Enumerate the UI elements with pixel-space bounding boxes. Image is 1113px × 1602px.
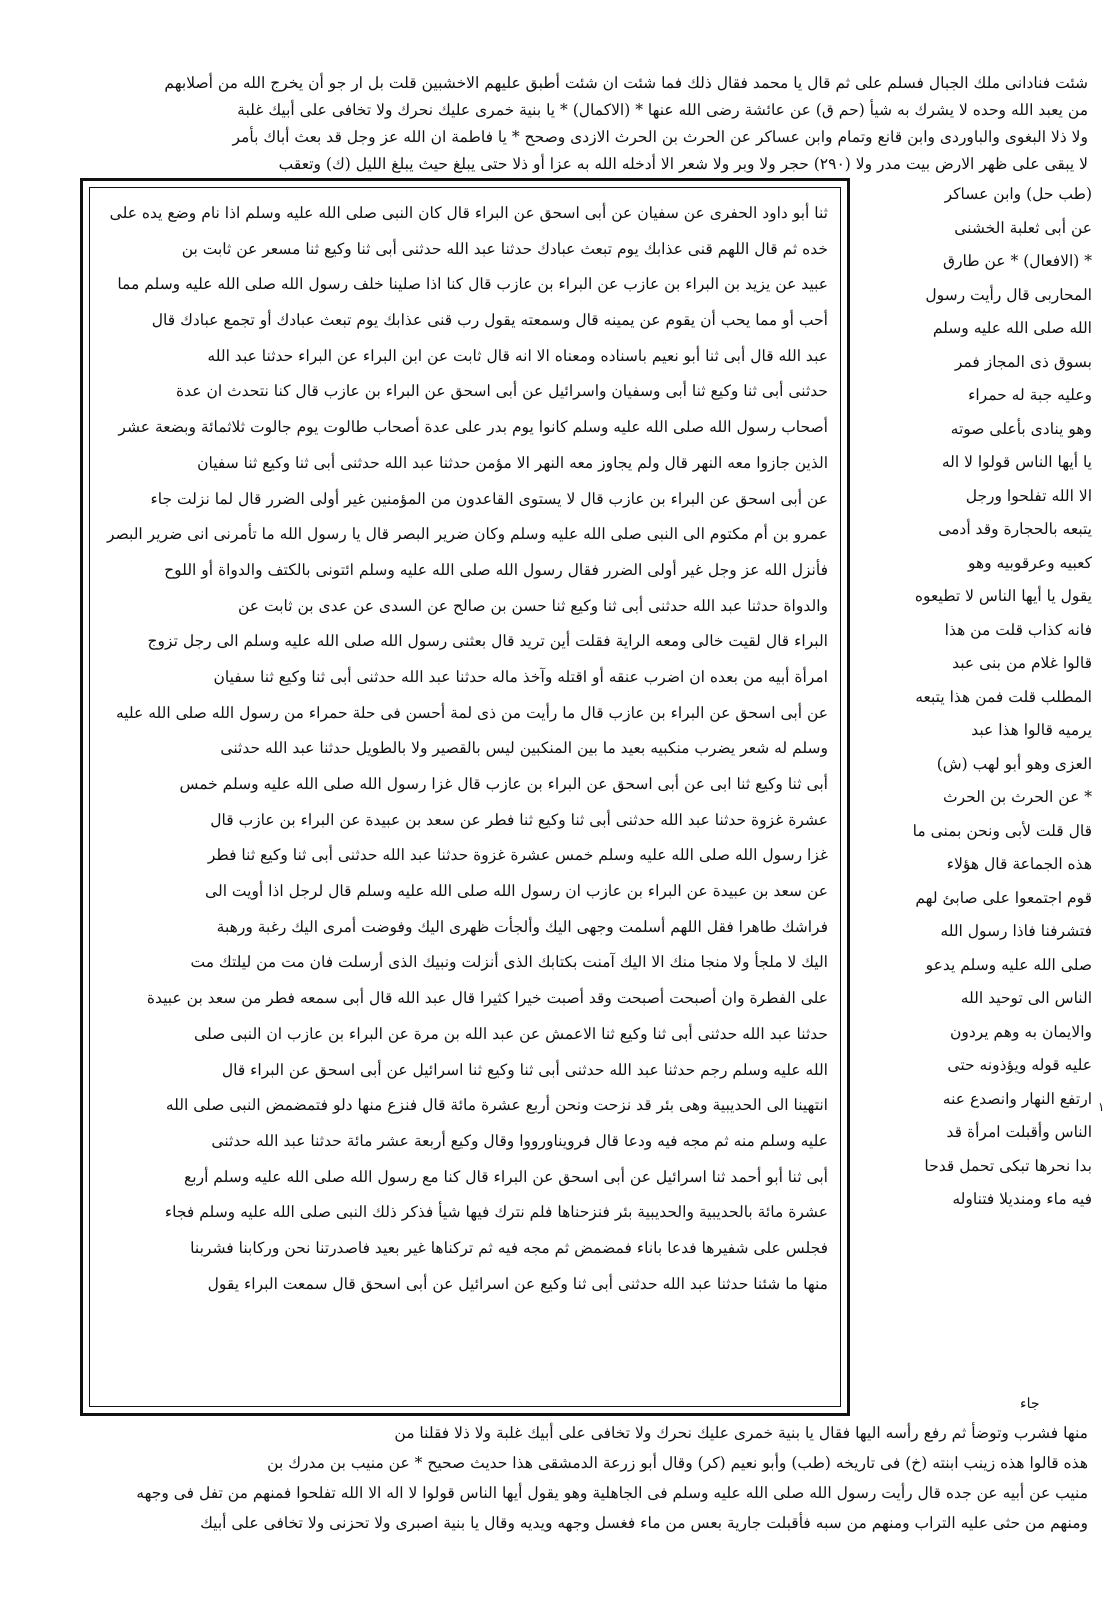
margin-text-line: الناس وأقبلت امرأة قد — [946, 1123, 1092, 1141]
main-text-line: فراشك طاهرا فقل اللهم أسلمت وجهی الیك وألجأت ظهری الیك وفوضت أمری الیك رغبة ورهبة — [216, 917, 828, 936]
main-text-line: الیك لا ملجأ ولا منجا منك الا الیك آمنت بكتابك الذی أنزلت ونبیك الذی أرسلت فان مت من لیلتك مت — [190, 953, 828, 972]
main-text-line: عبید عن یزید بن البراء بن عازب عن البراء بن عازب قال كنا اذا صلینا خلف رسول الله صلی الله علیه وسلم مما — [117, 275, 828, 294]
margin-text-line: یتبعه بالحجارة وقد أدمی — [938, 520, 1092, 538]
hadith-frame — [80, 178, 850, 1416]
margin-text-line: فیه ماء ومندیلا فتناوله — [952, 1190, 1092, 1208]
margin-text-line: الناس الی توحید الله — [960, 989, 1092, 1007]
margin-text-line: كعبیه وعرقوبیه وهو — [967, 553, 1092, 572]
margin-text-line: الله صلی الله علیه وسلم — [932, 319, 1092, 337]
margin-text-line: یقول یا أیها الناس لا تطیعوه — [914, 587, 1092, 605]
margin-text-line: * عن الحرث بن الحرث — [943, 788, 1092, 806]
main-text-line: علی الفطرة وان أصبحت أصبحت وقد أصبت خیرا كثیرا قال عبد الله قال أبی سمعه فطر من سعد بن عبیدة — [146, 989, 828, 1008]
margin-text-line: فانه كذاب قلت من هذا — [944, 620, 1092, 639]
top-line: ولا ذلا البغوی والباوردی وابن قانع وتمام وابن عساكر عن الحرث بن الحرث الازدی وصحح * یا فاطمة ان الله عز وجل قد بعث أباك بأمر — [232, 128, 1088, 146]
bottom-text-block — [62, 1418, 1088, 1538]
main-text-line: عمرو بن أم مكتوم الی النبی صلی الله علیه وسلم وكان ضریر البصر قال یا رسول الله ما تأمرنی انی ضریر البصر — [107, 525, 828, 544]
margin-text-line: العزی وهو أبو لهب (ش) — [936, 754, 1092, 773]
main-text-line: غزا رسول الله صلی الله علیه وسلم خمس عشرة غزوة حدثنا عبد الله حدثنی أبی ثنا وكیع ثنا فطر — [207, 846, 828, 865]
main-text-line: أبی ثنا أبو أحمد ثنا اسرائیل عن أبی اسحق عن البراء قال كنا مع رسول الله صلی الله علیه وسلم أربع — [184, 1167, 828, 1186]
main-text-line: عن سعد بن عبیدة عن البراء بن عازب ان رسول الله صلی الله علیه وسلم قال لرجل اذا أویت الی — [205, 882, 828, 901]
bottom-line: منها فشرب وتوضأ ثم رفع رأسه الیها فقال یا بنیة خمری علیك نحرك ولا تخافی علی أبیك غلبة ولا ذلا فقلنا من — [394, 1424, 1088, 1442]
bottom-line: هذه قالوا هذه زینب ابنته (خ) فی تاریخه (طب) وأبو نعیم (كر) وقال أبو زرعة الدمشقی هذا حدیث صحیح * عن منیب بن مدرك بن — [267, 1454, 1088, 1472]
margin-text-line: علیه قوله ویؤذونه حتی — [947, 1056, 1092, 1074]
main-text-line: عن أبی اسحق عن البراء بن عازب قال لا یستوی القاعدون من المؤمنین غیر أولی الضرر قال لما نزلت جاء — [150, 489, 828, 508]
main-text-line: عشرة مائة بالحدیبیة والحدیبیة بئر فنزحناها فلم نترك فیها شیأ فذكر ذلك النبی صلی الله علیه وسلم فجاء — [164, 1203, 828, 1222]
main-text-line: حدثنی أبی ثنا وكیع ثنا أبی وسفیان واسرائیل عن أبی اسحق عن البراء بن عازب قال كنا نتحدث ان عدة — [176, 382, 828, 401]
top-line: من یعبد الله وحده لا یشرك به شیأ (حم ق) عن عائشة رضی الله عنها * (الاکمال) * یا بنیة خمری علیك نحرك ولا تخافی علی أبیك غلبة — [237, 101, 1088, 119]
main-text-line: علیه وسلم منه ثم مجه فیه ودعا قال فرویناورووا وقال وكیع أربعة عشر مائة حدثنا عبد الله حدثنی — [211, 1131, 828, 1150]
main-text-line: فجلس علی شفیرها فدعا باناء فمضمض ثم مجه فیه ثم تركناها غیر بعید فاصدرتنا نحن وركابنا فشربنا — [190, 1238, 828, 1257]
margin-text-line: وعلیه جبة له حمراء — [968, 386, 1092, 404]
margin-note: جاء — [1020, 1396, 1040, 1412]
margin-text-line: بسوق ذی المجاز فمر — [954, 352, 1092, 371]
margin-text-line: * (الافعال) * عن طارق — [943, 252, 1092, 270]
margin-text-line: وهو ینادی بأعلی صوته — [950, 419, 1092, 438]
main-text-line: امرأة أبیه من بعده ان اضرب عنقه أو اقتله وآخذ ماله حدثنا عبد الله حدثنی أبی ثنا وكیع ثنا سفیان — [213, 667, 828, 686]
hadith-frame-inner — [89, 187, 841, 1407]
margin-text-line: ارتفع النهار وانصدع عنه — [942, 1089, 1092, 1108]
main-text-line: وسلم له شعر یضرب منكبیه بعید ما بین المنكبین لیس بالقصیر ولا بالطویل حدثنا عبد الله حدثنی — [220, 739, 828, 758]
margin-text-line: المطلب قلت فمن هذا یتبعه — [915, 687, 1092, 706]
top-line: شئت فنادانی ملك الجبال فسلم علی ثم قال یا محمد فقال ذلك فما شئت ان شئت أطبق علیهم الاخشبین قلت بل ار جو أن یخرج الله من أصلابهم — [164, 74, 1088, 92]
main-text-line: خده ثم قال اللهم قنی عذابك یوم تبعث عبادك حدثنا عبد الله حدثنی أبی ثنا وكیع ثنا مسعر عن ثابت بن — [181, 239, 828, 258]
margin-text-line: الا الله تفلحوا ورجل — [965, 486, 1092, 505]
main-text-line: عن أبی اسحق عن البراء بن عازب قال ما رأیت من ذی لمة أحسن فی حلة حمراء من رسول الله صلی الله علیه — [115, 703, 828, 722]
main-text-line: ثنا أبو داود الحفری عن سفیان عن أبی اسحق عن البراء قال كان النبی صلی الله علیه وسلم اذا نام وضع یده علی — [109, 204, 828, 222]
margin-text-line: فتشرفنا فاذا رسول الله — [940, 922, 1092, 940]
margin-text-line: قال قلت لأبی ونحن بمنی ما — [912, 821, 1092, 840]
margin-text-line: المحاربی قال رأیت رسول — [925, 285, 1092, 304]
main-text-line: البراء قال لقیت خالی ومعه الرایة فقلت أین ترید قال بعثنی رسول الله صلی الله علیه وسلم الی رجل تزوج — [147, 632, 828, 651]
main-text-line: والدواة حدثنا عبد الله حدثنی أبی ثنا وكیع ثنا حسن بن صالح عن السدی عن عدی بن ثابت عن — [238, 596, 828, 615]
margin-text-line: قالوا غلام من بنی عبد — [952, 654, 1092, 672]
margin-text-line: یا أیها الناس قولوا لا اله — [941, 453, 1092, 471]
hadith-main-text — [100, 196, 828, 1302]
main-text-line: أصحاب رسول الله صلی الله علیه وسلم كانوا یوم بدر علی عدة أصحاب طالوت یوم جالوت ثلاثمائة وبضعة عشر — [118, 418, 828, 437]
margin-text-line: (طب حل) وابن عساكر — [944, 185, 1092, 203]
margin-text-line: صلی الله علیه وسلم یدعو — [925, 955, 1092, 974]
main-text-line: حدثنا عبد الله حدثنی أبی ثنا وكیع ثنا الاعمش عن عبد الله بن مرة عن البراء بن عازب ان النبی صلی — [194, 1024, 828, 1043]
main-text-line: الله علیه وسلم رجم حدثنا عبد الله حدثنی أبی ثنا وكیع ثنا اسرائیل عن أبی اسحق عن البراء قال — [221, 1060, 828, 1079]
main-text-line: منها ما شئنا حدثنا عبد الله حدثنی أبی ثنا وكیع عن اسرائیل عن أبی اسحق قال سمعت البراء یقول — [207, 1274, 828, 1293]
margin-text-line: والایمان به وهم یردون — [949, 1022, 1092, 1041]
edge-mark: ۱ — [1098, 1100, 1105, 1114]
top-text-block — [62, 70, 1088, 178]
main-text-line: أحب أو مما یحب أن یقوم عن یمینه قال وسمعته یقول رب قنی عذابك یوم تبعث عبادك أو تجمع عبادك قال — [151, 311, 828, 330]
main-text-line: الذین جازوا معه النهر قال ولم یجاوز معه النهر الا مؤمن حدثنا عبد الله حدثنی أبی ثنا وكیع ثنا سفیان — [197, 453, 828, 472]
margin-commentary-column — [852, 178, 1098, 1217]
margin-text-line: بدا نحرها تبكی تحمل قدحا — [924, 1156, 1092, 1175]
top-line: لا یبقی علی ظهر الارض بیت مدر ولا (٢٩٠) حجر ولا وبر ولا شعر الا أدخله الله به عزا أو ذلا حتی یبلغ حیث یبلغ اللیل (ك) وتعقب — [278, 155, 1088, 173]
main-text-line: انتهینا الی الحدیبیة وهی بئر قد نزحت ونحن أربع عشرة مائة قال فنزع منها دلو فتمضمض النبی صلی الله — [165, 1096, 828, 1115]
margin-text-line: عن أبی ثعلبة الخشنی — [954, 218, 1092, 237]
main-text-line: فأنزل الله عز وجل غیر أولی الضرر فقال رسول الله صلی الله علیه وسلم ائتونی بالكتف والدواة أو اللوح — [164, 560, 828, 579]
margin-text-line: یرمیه قالوا هذا عبد — [971, 721, 1092, 739]
margin-text-line: قوم اجتمعوا علی صابئ لهم — [915, 888, 1092, 907]
main-text-line: عشرة غزوة حدثنا عبد الله حدثنی أبی ثنا وكیع ثنا فطر عن سعد بن عبیدة عن البراء بن عازب قال — [210, 810, 828, 829]
main-text-line: أبی ثنا وكیع ثنا ابی عن أبی اسحق عن البراء بن عازب قال غزا رسول الله صلی الله علیه وسلم خمس — [179, 775, 828, 793]
main-text-line: عبد الله قال أبی ثنا أبو نعیم باسناده ومعناه الا انه قال ثابت عن ابن البراء عن البراء حدثنا عبد الله — [207, 346, 828, 365]
bottom-line: ومنهم من حثی علیه التراب ومنهم من سبه فأقبلت جاریة بعس من ماء فغسل وجهه ویدیه وقال یا بنیة اصبری ولا تحزنی ولا تخافی علی أبیك — [200, 1514, 1088, 1532]
margin-text-line: هذه الجماعة قال هؤلاء — [946, 855, 1092, 873]
bottom-line: منیب عن أبیه عن جده قال رأیت رسول الله صلی الله علیه وسلم فی الجاهلیة وهو یقول أیها الناس قولوا لا اله الا الله تفلحوا فمنهم من تفل فی وجهه — [136, 1484, 1088, 1502]
